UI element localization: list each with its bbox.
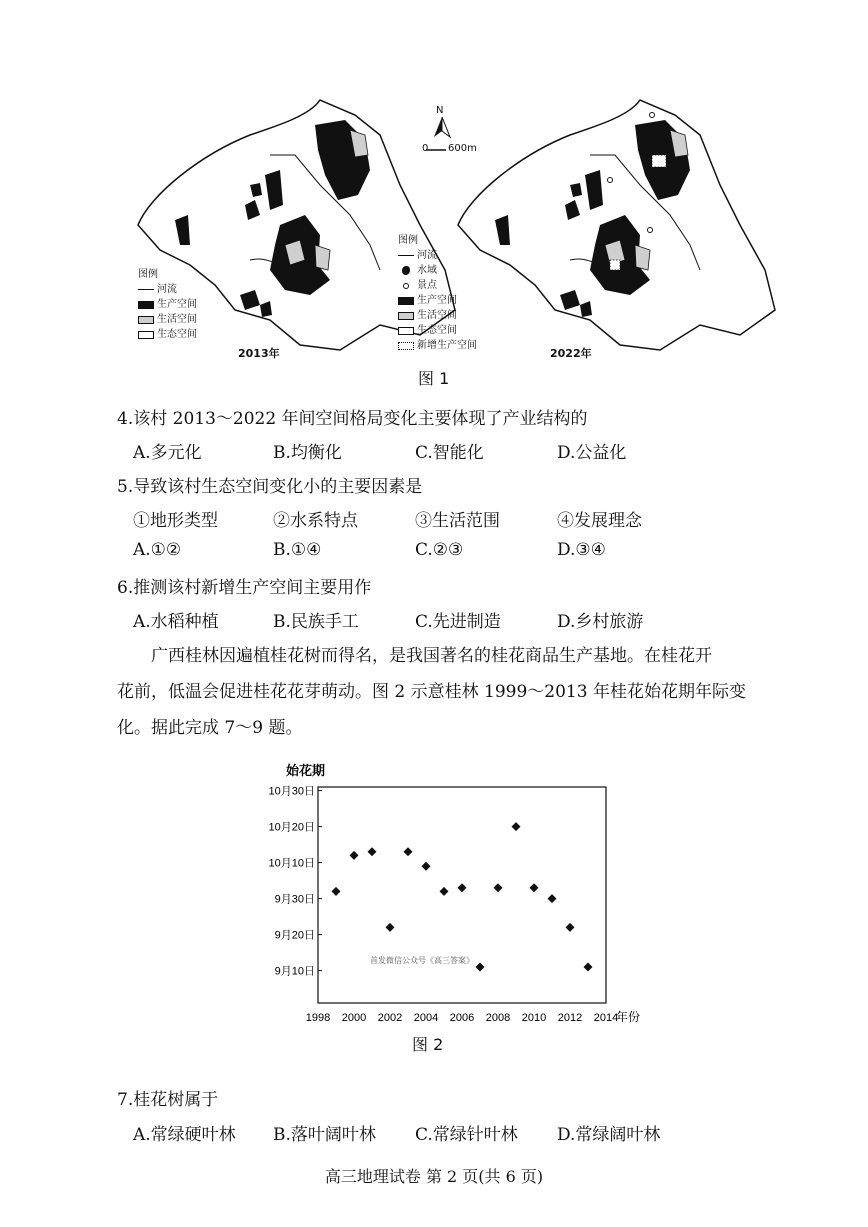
data-point <box>548 894 557 903</box>
y-tick-label: 9月30日 <box>274 893 315 906</box>
data-point <box>458 883 467 892</box>
legend-production: 生产空间 <box>138 297 197 312</box>
legend-new-production: 新增生产空间 <box>398 338 477 353</box>
question-6-stem: 6.推测该村新增生产空间主要用作 <box>117 578 372 598</box>
year-2022-label: 2022年 <box>550 347 592 360</box>
north-label: N <box>436 105 444 116</box>
north-arrow-icon <box>434 117 450 137</box>
q6-option-d: D.乡村旅游 <box>557 612 644 632</box>
ecology-swatch <box>138 331 154 339</box>
legend-living: 生活空间 <box>398 308 477 323</box>
figure-2-chart <box>268 755 641 1035</box>
y-tick-label: 9月20日 <box>274 929 315 942</box>
x-tick-label: 2008 <box>485 1012 511 1024</box>
page-footer: 高三地理试卷 第 2 页(共 6 页) <box>324 1167 544 1186</box>
figure-2-caption: 图 2 <box>412 1035 444 1054</box>
data-point <box>422 862 431 871</box>
plot-frame <box>318 787 606 1003</box>
river-icon <box>398 255 414 256</box>
q5-item-1: ①地形类型 <box>133 511 218 531</box>
y-tick-label: 10月10日 <box>268 857 315 870</box>
x-tick-label: 2010 <box>521 1012 547 1024</box>
q6-option-b: B.民族手工 <box>273 612 359 632</box>
legend-river: 河流 <box>398 248 477 263</box>
q5-item-2: ②水系特点 <box>273 511 358 531</box>
data-point <box>476 963 485 972</box>
data-point <box>350 851 359 860</box>
q5-option-c: C.②③ <box>415 540 464 560</box>
y-tick-label: 10月30日 <box>268 785 315 798</box>
legend-living: 生活空间 <box>138 312 197 327</box>
watermark-text: 首发微信公众号《高三答案》 <box>370 956 474 965</box>
y-axis-label: 始花期 <box>286 764 326 779</box>
legend-title: 图例 <box>398 235 418 246</box>
q4-option-b: B.均衡化 <box>273 443 342 463</box>
legend-scenic-spot: 景点 <box>398 278 477 293</box>
q4-option-a: A.多元化 <box>133 443 202 463</box>
y-tick-label: 9月10日 <box>274 965 315 978</box>
ecology-swatch <box>398 327 414 335</box>
production-swatch <box>138 301 154 309</box>
data-point <box>404 847 413 856</box>
question-7-stem: 7.桂花树属于 <box>117 1090 219 1110</box>
q7-option-c: C.常绿针叶林 <box>415 1125 518 1145</box>
data-point <box>368 847 377 856</box>
data-point <box>584 963 593 972</box>
year-2013-label: 2013年 <box>238 347 280 360</box>
q7-option-a: A.常绿硬叶林 <box>133 1125 236 1145</box>
q7-option-d: D.常绿阔叶林 <box>557 1125 661 1145</box>
passage-line-1: 广西桂林因遍植桂花树而得名，是我国著名的桂花商品生产基地。在桂花开 <box>151 646 712 666</box>
legend-water: 水域 <box>398 263 477 278</box>
data-point <box>440 887 449 896</box>
data-point <box>332 887 341 896</box>
legend-ecology: 生态空间 <box>138 327 197 342</box>
river-icon <box>138 289 154 290</box>
legend-2022 <box>398 233 477 353</box>
q5-option-a: A.①② <box>133 540 182 560</box>
data-point <box>512 822 521 831</box>
q5-item-4: ④发展理念 <box>557 511 642 531</box>
question-4-stem: 4.该村 2013～2022 年间空间格局变化主要体现了产业结构的 <box>117 409 588 429</box>
x-tick-label: 2004 <box>413 1012 439 1024</box>
map-2022 <box>458 100 775 350</box>
legend-ecology: 生态空间 <box>398 323 477 338</box>
q5-option-b: B.①④ <box>273 540 322 560</box>
q4-option-c: C.智能化 <box>415 443 484 463</box>
q5-option-d: D.③④ <box>557 540 606 560</box>
figure-1-maps <box>120 95 740 370</box>
x-tick-label: 2012 <box>557 1012 583 1024</box>
living-swatch <box>138 316 154 324</box>
q4-option-d: D.公益化 <box>557 443 627 463</box>
passage-line-3: 化。据此完成 7～9 题。 <box>117 718 303 738</box>
x-tick-label: 2002 <box>377 1012 403 1024</box>
figure-1-caption: 图 1 <box>418 369 450 388</box>
scenic-spot-icon <box>403 283 409 289</box>
scale-label: 600m <box>448 143 477 154</box>
data-point <box>566 923 575 932</box>
x-tick-label: 2006 <box>449 1012 475 1024</box>
legend-river: 河流 <box>138 282 197 297</box>
x-tick-label: 2014 <box>593 1012 619 1024</box>
flowering-scatter-chart <box>268 755 641 1035</box>
q6-option-c: C.先进制造 <box>415 612 501 632</box>
x-axis-label: 年份 <box>616 1010 641 1024</box>
production-swatch <box>398 297 414 305</box>
q5-item-3: ③生活范围 <box>415 511 500 531</box>
scale-zero: 0 <box>422 143 429 154</box>
water-icon <box>402 266 410 275</box>
data-point <box>386 923 395 932</box>
data-point <box>494 883 503 892</box>
passage-line-2: 花前，低温会促进桂花花芽萌动。图 2 示意桂林 1999～2013 年桂花始花期年际变 <box>117 682 746 702</box>
x-tick-label: 1998 <box>305 1012 331 1024</box>
passage <box>117 638 757 746</box>
legend-production: 生产空间 <box>398 293 477 308</box>
y-tick-label: 10月20日 <box>268 821 315 834</box>
x-tick-label: 2000 <box>341 1012 367 1024</box>
q6-option-a: A.水稻种植 <box>133 612 219 632</box>
question-5-stem: 5.导致该村生态空间变化小的主要因素是 <box>117 477 423 497</box>
data-point <box>530 883 539 892</box>
new-production-swatch <box>398 342 414 350</box>
legend-2013 <box>138 267 197 342</box>
q7-option-b: B.落叶阔叶林 <box>273 1125 376 1145</box>
legend-title: 图例 <box>138 269 158 280</box>
living-swatch <box>398 312 414 320</box>
